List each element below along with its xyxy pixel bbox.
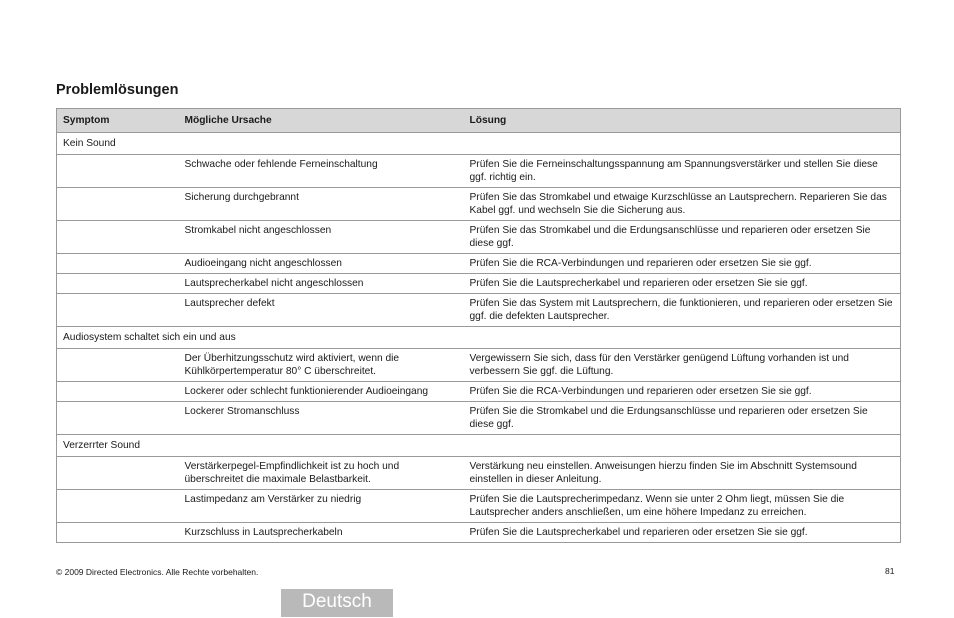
solution-cell: Prüfen Sie das Stromkabel und die Erdungsanschlüsse und reparieren oder ersetzen Sie diese ggf. bbox=[464, 221, 901, 254]
cause-cell: Lastimpedanz am Verstärker zu niedrig bbox=[179, 490, 464, 523]
page-number: 81 bbox=[885, 566, 895, 576]
table-row bbox=[57, 457, 901, 490]
solution-cell: Prüfen Sie die RCA-Verbindungen und reparieren oder ersetzen Sie sie ggf. bbox=[464, 254, 901, 274]
header-solution: Lösung bbox=[464, 109, 901, 133]
symptom-cell: Verzerrter Sound bbox=[57, 435, 901, 457]
symptom-group-row bbox=[57, 327, 901, 349]
cause-cell: Schwache oder fehlende Ferneinschaltung bbox=[179, 155, 464, 188]
table-row bbox=[57, 274, 901, 294]
table-row bbox=[57, 254, 901, 274]
cause-cell: Lautsprecher defekt bbox=[179, 294, 464, 327]
copyright-notice: © 2009 Directed Electronics. Alle Rechte vorbehalten. bbox=[56, 567, 259, 577]
solution-cell: Prüfen Sie die Lautsprecherkabel und reparieren oder ersetzen Sie sie ggf. bbox=[464, 274, 901, 294]
symptom-cell: Kein Sound bbox=[57, 133, 901, 155]
page-title: Problemlösungen bbox=[56, 82, 179, 98]
table-header-row bbox=[57, 109, 901, 133]
solution-cell: Vergewissern Sie sich, dass für den Verstärker genügend Lüftung vorhanden ist und verbessern Sie ggf. die Lüftung. bbox=[464, 349, 901, 382]
cause-cell: Sicherung durchgebrannt bbox=[179, 188, 464, 221]
table-row bbox=[57, 155, 901, 188]
cause-cell: Lautsprecherkabel nicht angeschlossen bbox=[179, 274, 464, 294]
table-row bbox=[57, 382, 901, 402]
troubleshooting-table bbox=[56, 108, 901, 543]
solution-cell: Prüfen Sie die RCA-Verbindungen und reparieren oder ersetzen Sie sie ggf. bbox=[464, 382, 901, 402]
cause-cell: Verstärkerpegel-Empfindlichkeit ist zu hoch und überschreitet die maximale Belastbarkeit. bbox=[179, 457, 464, 490]
solution-cell: Verstärkung neu einstellen. Anweisungen hierzu finden Sie im Abschnitt Systemsound einstellen in dieser Anleitung. bbox=[464, 457, 901, 490]
solution-cell: Prüfen Sie die Lautsprecherimpedanz. Wenn sie unter 2 Ohm liegt, müssen Sie die Lautsprecher anders anschließen, um eine höhere Impedanz zu erreichen. bbox=[464, 490, 901, 523]
table-row bbox=[57, 221, 901, 254]
table-row bbox=[57, 349, 901, 382]
solution-cell: Prüfen Sie das Stromkabel und etwaige Kurzschlüsse an Lautsprechern. Reparieren Sie das Kabel ggf. und wechseln Sie die Sicherung aus. bbox=[464, 188, 901, 221]
table-row bbox=[57, 402, 901, 435]
cause-cell: Lockerer Stromanschluss bbox=[179, 402, 464, 435]
table-row bbox=[57, 188, 901, 221]
cause-cell: Der Überhitzungsschutz wird aktiviert, wenn die Kühlkörpertemperatur 80° C überschreitet. bbox=[179, 349, 464, 382]
table-row bbox=[57, 490, 901, 523]
symptom-cell: Audiosystem schaltet sich ein und aus bbox=[57, 327, 901, 349]
solution-cell: Prüfen Sie die Lautsprecherkabel und reparieren oder ersetzen Sie sie ggf. bbox=[464, 523, 901, 543]
symptom-group-row bbox=[57, 435, 901, 457]
cause-cell: Stromkabel nicht angeschlossen bbox=[179, 221, 464, 254]
symptom-group-row bbox=[57, 133, 901, 155]
header-cause: Mögliche Ursache bbox=[179, 109, 464, 133]
cause-cell: Kurzschluss in Lautsprecherkabeln bbox=[179, 523, 464, 543]
header-symptom: Symptom bbox=[57, 109, 179, 133]
cause-cell: Lockerer oder schlecht funktionierender Audioeingang bbox=[179, 382, 464, 402]
solution-cell: Prüfen Sie die Ferneinschaltungsspannung am Spannungsverstärker und stellen Sie diese ggf. richtig ein. bbox=[464, 155, 901, 188]
table-row bbox=[57, 294, 901, 327]
language-tab: Deutsch bbox=[281, 589, 393, 617]
cause-cell: Audioeingang nicht angeschlossen bbox=[179, 254, 464, 274]
table-row bbox=[57, 523, 901, 543]
solution-cell: Prüfen Sie das System mit Lautsprechern, die funktionieren, und reparieren oder ersetzen Sie ggf. die defekten Lautsprecher. bbox=[464, 294, 901, 327]
solution-cell: Prüfen Sie die Stromkabel und die Erdungsanschlüsse und reparieren oder ersetzen Sie diese ggf. bbox=[464, 402, 901, 435]
